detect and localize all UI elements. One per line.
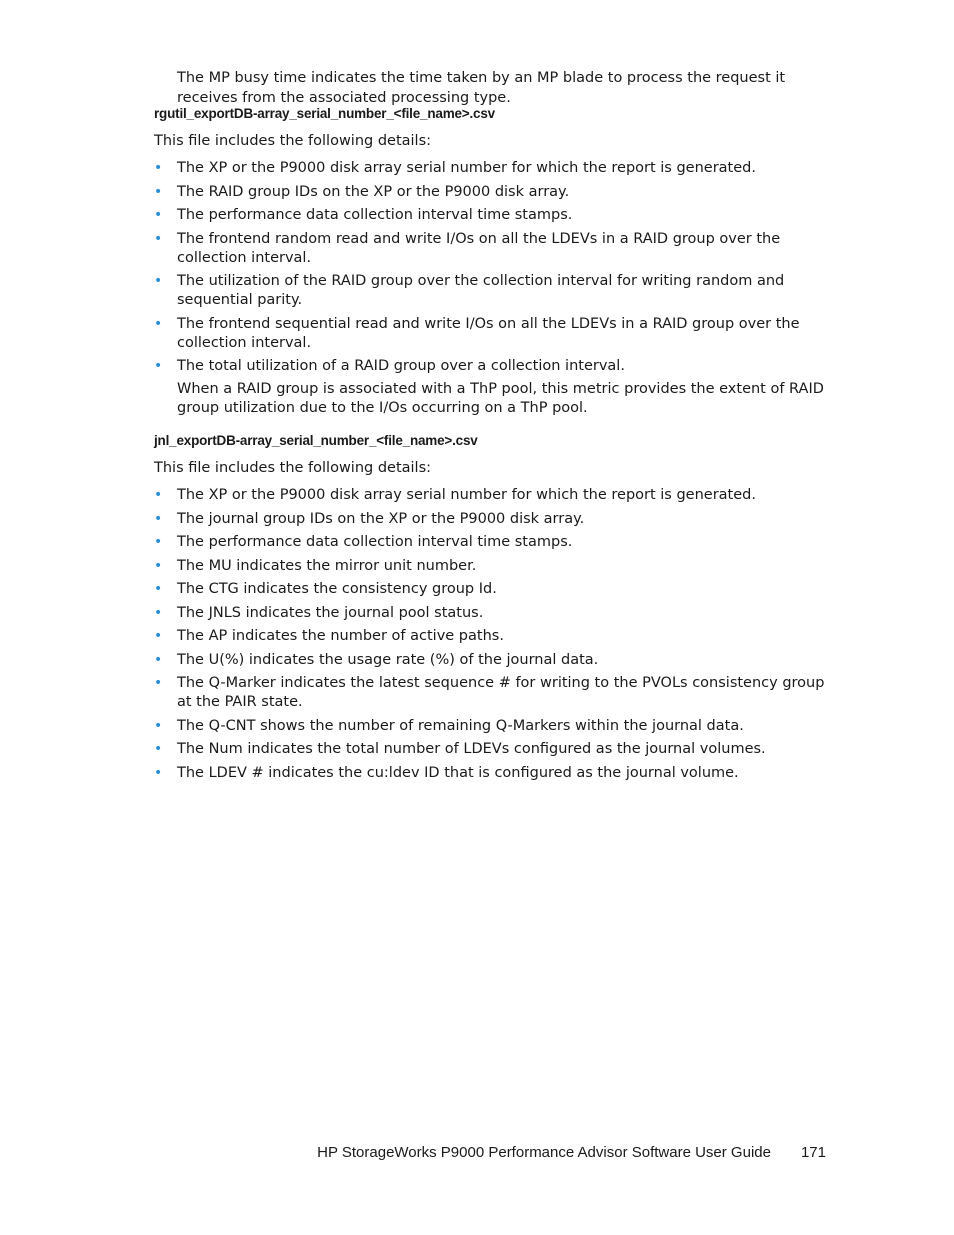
- list-item-text: The JNLS indicates the journal pool status.: [177, 604, 484, 621]
- page-footer: [317, 1143, 826, 1163]
- list-item-text: The AP indicates the number of active paths.: [177, 628, 504, 644]
- bullet-list: [154, 159, 830, 376]
- section-description: This file includes the following details:: [154, 460, 432, 476]
- list-item-text: The performance data collection interval time stamps.: [177, 534, 573, 550]
- list-item: [154, 627, 830, 646]
- bullet-dot-icon: •: [154, 651, 163, 668]
- list-item-text: The frontend random read and write I/Os on all the LDEVs in a RAID group over the collection interval.: [177, 230, 781, 266]
- bullet-dot-icon: •: [154, 315, 163, 332]
- bullet-dot-icon: •: [154, 273, 163, 289]
- list-item-text: The XP or the P9000 disk array serial number for which the report is generated.: [177, 160, 756, 176]
- list-item-text: The utilization of the RAID group over the collection interval for writing random and sequential parity.: [177, 273, 785, 308]
- list-item: [154, 674, 830, 712]
- bullet-dot-icon: •: [154, 510, 163, 527]
- list-item: [154, 580, 830, 599]
- section-description: This file includes the following details:: [154, 133, 432, 149]
- page-number: 171: [800, 1144, 826, 1161]
- list-item-text: The CTG indicates the consistency group Id.: [177, 581, 497, 597]
- bullet-dot-icon: •: [154, 717, 163, 734]
- list-item: [154, 533, 830, 552]
- bullet-dot-icon: •: [154, 207, 163, 223]
- bullet-dot-icon: •: [154, 604, 163, 621]
- bullet-dot-icon: •: [154, 675, 163, 691]
- section-rgutil: [154, 105, 830, 418]
- list-item: [154, 183, 830, 202]
- bullet-dot-icon: •: [154, 183, 163, 200]
- list-item: [154, 206, 830, 225]
- list-item: [154, 604, 830, 623]
- list-item: [154, 357, 830, 376]
- list-item: [154, 272, 830, 310]
- list-item: [154, 159, 830, 178]
- intro-paragraph: The MP busy time indicates the time taken by an MP blade to process the request it receives from the associated processing type.: [177, 69, 786, 106]
- bullet-dot-icon: •: [154, 487, 163, 503]
- list-item-text: The Num indicates the total number of LDEVs configured as the journal volumes.: [177, 741, 766, 757]
- list-item-text: The U(%) indicates the usage rate (%) of the journal data.: [177, 651, 599, 668]
- list-item-text: The Q-Marker indicates the latest sequence # for writing to the PVOLs consistency group at the PAIR state.: [177, 675, 825, 710]
- list-item: [154, 510, 830, 529]
- bullet-dot-icon: •: [154, 160, 163, 176]
- section-title: jnl_exportDB-array_serial_number_<file_name>.csv: [154, 433, 478, 448]
- list-item-text: The journal group IDs on the XP or the P9000 disk array.: [177, 510, 585, 527]
- list-item-text: The frontend sequential read and write I/Os on all the LDEVs in a RAID group over the collection interval.: [177, 315, 800, 351]
- footer-title: HP StorageWorks P9000 Performance Advisor Software User Guide: [317, 1144, 771, 1161]
- bullet-dot-icon: •: [154, 534, 163, 550]
- list-item-text: The MU indicates the mirror unit number.: [177, 557, 477, 574]
- section-title: rgutil_exportDB-array_serial_number_<file_name>.csv: [154, 106, 495, 121]
- bullet-dot-icon: •: [154, 358, 163, 374]
- bullet-dot-icon: •: [154, 557, 163, 574]
- section-note: When a RAID group is associated with a ThP pool, this metric provides the extent of RAID group utilization due to the I/Os occurring on a ThP pool.: [177, 380, 824, 416]
- bullet-dot-icon: •: [154, 628, 163, 644]
- list-item: [154, 651, 830, 670]
- bullet-dot-icon: •: [154, 230, 163, 247]
- list-item: [154, 764, 830, 783]
- list-item: [154, 486, 830, 505]
- section-jnl: [154, 432, 830, 787]
- bullet-list: [154, 486, 830, 783]
- list-item: [154, 557, 830, 576]
- bullet-dot-icon: •: [154, 741, 163, 757]
- list-item-text: The total utilization of a RAID group over a collection interval.: [177, 358, 625, 374]
- list-item-text: The performance data collection interval time stamps.: [177, 207, 573, 223]
- bullet-dot-icon: •: [154, 581, 163, 597]
- list-item: [154, 740, 830, 759]
- list-item: [154, 315, 830, 353]
- list-item-text: The LDEV # indicates the cu:ldev ID that is configured as the journal volume.: [177, 764, 739, 781]
- list-item-text: The XP or the P9000 disk array serial number for which the report is generated.: [177, 487, 756, 503]
- list-item-text: The Q-CNT shows the number of remaining Q-Markers within the journal data.: [177, 717, 744, 734]
- list-item: [154, 230, 830, 268]
- bullet-dot-icon: •: [154, 764, 163, 781]
- list-item-text: The RAID group IDs on the XP or the P9000 disk array.: [177, 183, 570, 200]
- list-item: [154, 717, 830, 736]
